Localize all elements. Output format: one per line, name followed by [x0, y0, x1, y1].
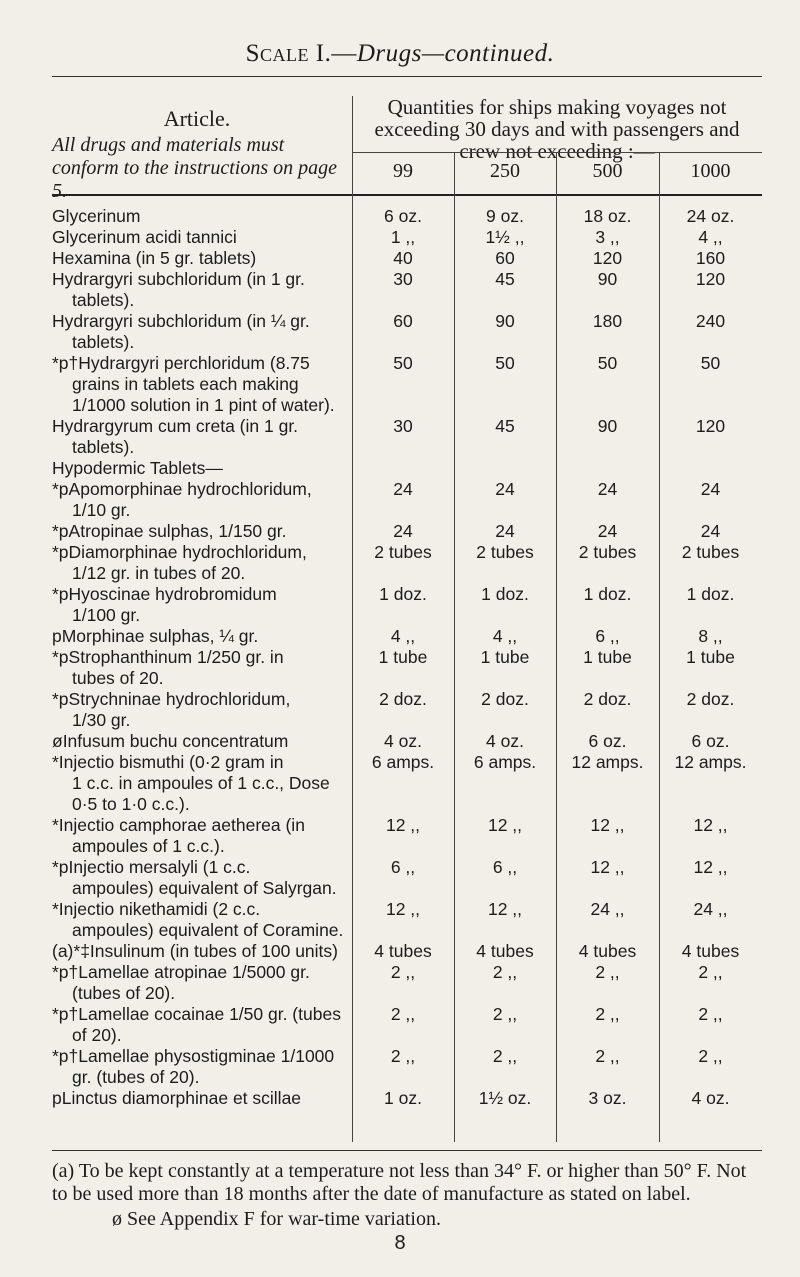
quantity-cell: 24 [597, 479, 618, 499]
table-row [52, 815, 762, 857]
quantity-cell: 1½ oz. [478, 1088, 532, 1108]
quantity-cell: 2 ,, [698, 1004, 723, 1024]
quantity-cell: 2 ,, [492, 1046, 518, 1066]
top-rule [52, 76, 762, 77]
drug-name-cell [52, 1088, 352, 1109]
table-row [52, 647, 762, 689]
quantity-cell: 4 ,, [390, 626, 416, 646]
table-row [52, 857, 762, 899]
quantity-cell [352, 458, 454, 479]
quantity-cell: 24 oz. [686, 206, 735, 226]
drug-name: Hydrargyri subchloridum (in ¼ gr. [52, 311, 310, 331]
drug-name: Hypodermic Tablets— [52, 458, 223, 478]
quantity-cell: 2 tubes [476, 542, 534, 562]
quantity-cell: 45 [495, 416, 515, 436]
quantity-cell: 24 [700, 479, 721, 499]
drug-name: *pDiamorphinae hydrochloridum, [52, 542, 307, 562]
table-row [52, 458, 762, 479]
quantity-cell: 1 doz. [379, 584, 427, 604]
drug-name-continuation: 1/100 gr. [72, 605, 141, 625]
quantity-cell: 6 ,, [390, 857, 416, 877]
quantity-cell: 24 [700, 521, 721, 541]
drug-name-cell [52, 416, 352, 458]
quantity-cell: 6 oz. [588, 731, 627, 751]
quantity-cell: 240 [695, 311, 726, 331]
drug-name: *pApomorphinae hydrochloridum, [52, 479, 312, 499]
drug-name-cell [52, 962, 352, 1004]
quantity-cell: 2 ,, [595, 1046, 620, 1066]
page-title [0, 40, 800, 68]
table-row [52, 1088, 762, 1109]
drug-name: Hydrargyri subchloridum (in 1 gr. [52, 269, 305, 289]
quantity-cell: 6 oz. [384, 206, 422, 226]
drug-name-cell [52, 1046, 352, 1088]
drug-name-cell [52, 353, 352, 416]
quantity-cell: 12 ,, [385, 815, 421, 835]
quantity-cell: 160 [695, 248, 726, 268]
drug-name-cell [52, 311, 352, 353]
drug-name: *p†Lamellae atropinae 1/5000 gr. [52, 962, 310, 982]
quantity-cell: 24 [393, 479, 413, 499]
drug-name-cell [52, 857, 352, 899]
quantity-cell: 24 [495, 521, 515, 541]
drug-name-continuation: 1/12 gr. in tubes of 20. [72, 563, 246, 583]
drug-name-cell [52, 206, 352, 227]
drug-name: *p†Hydrargyri perchloridum (8.75 [52, 353, 310, 373]
article-header [52, 90, 342, 203]
table-row [52, 1046, 762, 1088]
quantity-cell: 60 [393, 311, 413, 331]
drug-name: *Injectio nikethamidi (2 c.c. [52, 899, 261, 919]
quantity-cell: 6 ,, [595, 626, 620, 646]
quantity-cell: 3 ,, [595, 227, 620, 247]
drug-name: *pStrophanthinum 1/250 gr. in [52, 647, 284, 667]
quantity-cell: 2 ,, [492, 1004, 518, 1024]
drug-name: pLinctus diamorphinae et scillae [52, 1088, 302, 1108]
drug-name-cell [52, 458, 352, 479]
quantity-cell [454, 458, 556, 479]
drug-name-continuation: 1 c.c. in ampoules of 1 c.c., Dose 0·5 to 1·0 c.c.). [72, 773, 330, 814]
footer-rule [52, 1150, 762, 1151]
quantity-cell: 12 amps. [674, 752, 747, 772]
quantities-heading: Quantities for ships making voyages not exceeding 30 days and with passengers and crew not exceeding :— [374, 95, 740, 163]
quantity-cell: 12 ,, [590, 857, 625, 877]
title-scale: Scale I. [245, 40, 332, 67]
quantity-cell: 30 [393, 269, 413, 289]
table-row [52, 584, 762, 626]
quantity-cell: 12 ,, [693, 815, 728, 835]
drug-name-continuation: 1/30 gr. [72, 710, 131, 730]
quantity-cell: 24 [393, 521, 413, 541]
quantity-cell: 12 ,, [385, 899, 421, 919]
drug-name-continuation: tubes of 20. [72, 668, 164, 688]
drug-table [52, 206, 762, 1109]
drug-name: øInfusum buchu concentratum [52, 731, 289, 751]
quantity-cell: 50 [393, 353, 413, 373]
drug-name-cell [52, 752, 352, 815]
quantity-cell: 1 tube [480, 647, 530, 667]
quantity-cell: 30 [393, 416, 413, 436]
quantity-cell: 2 ,, [698, 962, 723, 982]
quantity-cell: 1½ ,, [485, 227, 525, 247]
footnote-b: ø See Appendix F for war-time variation. [112, 1208, 441, 1230]
title-dash: — [331, 40, 357, 67]
drug-name: Glycerinum [52, 206, 141, 226]
drug-name-continuation: grains in tablets each making 1/1000 solution in 1 pint of water). [72, 374, 335, 415]
drug-name-continuation: tablets). [72, 290, 135, 310]
col-head-250: 250 [490, 160, 520, 182]
drug-name-continuation: ampoules of 1 c.c.). [72, 836, 225, 856]
quantity-cell: 24 [495, 479, 515, 499]
drug-name-continuation: (tubes of 20). [72, 983, 176, 1003]
quantity-cell: 50 [597, 353, 618, 373]
table-row [52, 1004, 762, 1046]
table-row [52, 962, 762, 1004]
drug-name-continuation: tablets). [72, 437, 135, 457]
drug-name-cell [52, 227, 352, 248]
quantity-cell: 2 doz. [686, 689, 735, 709]
table-row [52, 353, 762, 416]
drug-name-cell [52, 584, 352, 626]
drug-name: Hydrargyrum cum creta (in 1 gr. [52, 416, 299, 436]
quantity-cell: 12 ,, [590, 815, 625, 835]
quantity-cell: 180 [592, 311, 623, 331]
quantity-cell: 6 ,, [492, 857, 518, 877]
drug-name-continuation: 1/10 gr. [72, 500, 131, 520]
drug-name: pMorphinae sulphas, ¼ gr. [52, 626, 259, 646]
col-head-99: 99 [393, 160, 413, 182]
quantity-cell: 2 ,, [390, 1046, 416, 1066]
drug-name: *pAtropinae sulphas, 1/150 gr. [52, 521, 287, 541]
quantity-cell: 2 ,, [492, 962, 518, 982]
drug-name-continuation: of 20). [72, 1025, 122, 1045]
quantity-cell: 4 oz. [384, 731, 422, 751]
drug-name-cell [52, 689, 352, 731]
quantity-cell: 40 [393, 248, 413, 268]
drug-name: *pInjectio mersalyli (1 c.c. [52, 857, 251, 877]
drug-name-cell [52, 626, 352, 647]
col-head-500: 500 [592, 160, 623, 182]
table-row [52, 521, 762, 542]
quantity-cell: 12 amps. [571, 752, 644, 772]
table-row [52, 269, 762, 311]
drug-name: *p†Lamellae cocainae 1/50 gr. (tubes [52, 1004, 341, 1024]
quantity-cell: 1 oz. [384, 1088, 422, 1108]
quantity-cell: 2 ,, [390, 962, 416, 982]
quantity-cell: 4 ,, [698, 227, 723, 247]
heading-rule [352, 152, 762, 153]
drug-name-cell [52, 647, 352, 689]
quantity-cell: 2 doz. [481, 689, 529, 709]
quantity-cell: 6 amps. [371, 752, 435, 772]
quantity-cell: 1 doz. [481, 584, 529, 604]
table-row [52, 479, 762, 521]
drug-name: *pStrychninae hydrochloridum, [52, 689, 291, 709]
drug-name-cell [52, 815, 352, 857]
quantity-cell: 2 ,, [390, 1004, 416, 1024]
quantity-cell: 8 ,, [698, 626, 723, 646]
quantity-cell: 9 oz. [486, 206, 524, 226]
quantity-cell: 12 ,, [693, 857, 728, 877]
table-row [52, 752, 762, 815]
drug-name-cell [52, 479, 352, 521]
drug-name: *pHyoscinae hydrobromidum [52, 584, 277, 604]
table-row [52, 227, 762, 248]
article-label: Article. [163, 106, 231, 131]
quantity-cell: 120 [695, 269, 726, 289]
title-drugs: Drugs—continued. [356, 40, 555, 67]
quantity-cell: 120 [592, 248, 623, 268]
quantity-cell: 4 tubes [374, 941, 432, 961]
quantity-cell: 2 ,, [698, 1046, 723, 1066]
drug-name-cell [52, 731, 352, 752]
quantity-cell: 50 [495, 353, 515, 373]
quantity-cell: 1 tube [686, 647, 735, 667]
quantity-cell: 1 doz. [686, 584, 735, 604]
quantity-cell: 4 tubes [578, 941, 637, 961]
footnote-a: (a) To be kept constantly at a temperature not less than 34° F. or higher than 50° F. Not to be used more than 18 months after the date of manufacture as stated on label. [52, 1160, 747, 1205]
drug-name-cell [52, 899, 352, 941]
drug-name-continuation: gr. (tubes of 20). [72, 1067, 200, 1087]
drug-name: Glycerinum acidi tannici [52, 227, 237, 247]
quantity-cell: 1 tube [378, 647, 428, 667]
quantity-cell: 3 oz. [588, 1088, 627, 1108]
quantity-cell: 2 tubes [374, 542, 432, 562]
drug-name-cell [52, 1004, 352, 1046]
table-row [52, 416, 762, 458]
drug-name-cell [52, 248, 352, 269]
drug-name-continuation: ampoules) equivalent of Salyrgan. [72, 878, 337, 898]
quantity-cell: 1 ,, [390, 227, 416, 247]
quantity-cell: 2 ,, [595, 962, 620, 982]
quantity-cell: 18 oz. [583, 206, 632, 226]
quantity-cell: 24 ,, [590, 899, 625, 919]
header-rule [52, 194, 762, 196]
drug-name-cell [52, 941, 352, 962]
quantity-cell: 1 doz. [583, 584, 632, 604]
table-row [52, 899, 762, 941]
table-row [52, 941, 762, 962]
drug-name-cell [52, 269, 352, 311]
quantity-cell: 4 tubes [681, 941, 740, 961]
drug-name-continuation: ampoules) equivalent of Coramine. [72, 920, 344, 940]
table-row [52, 248, 762, 269]
quantity-cell: 4 oz. [691, 1088, 730, 1108]
quantity-cell: 24 ,, [693, 899, 728, 919]
quantity-cell: 120 [695, 416, 726, 436]
page-number: 8 [394, 1232, 406, 1254]
drug-name-continuation: tablets). [72, 332, 135, 352]
quantity-cell: 4 tubes [476, 941, 534, 961]
drug-name: Hexamina (in 5 gr. tablets) [52, 248, 257, 268]
drug-name: *p†Lamellae physostigminae 1/1000 [52, 1046, 335, 1066]
quantity-cell: 90 [597, 269, 618, 289]
quantity-cell: 90 [495, 311, 515, 331]
quantity-cell: 6 amps. [473, 752, 537, 772]
quantity-cell: 6 oz. [691, 731, 730, 751]
drug-name: *Injectio bismuthi (0·2 gram in [52, 752, 284, 772]
table-row [52, 311, 762, 353]
quantity-cell [556, 458, 659, 479]
quantity-cell: 24 [597, 521, 618, 541]
quantity-cell: 2 doz. [583, 689, 632, 709]
col-head-1000: 1000 [690, 160, 731, 182]
quantity-cell: 60 [495, 248, 515, 268]
conformance-note: All drugs and materials must conform to the instructions on page 5. [52, 134, 337, 202]
quantity-cell: 4 ,, [492, 626, 518, 646]
quantity-cell: 2 ,, [595, 1004, 620, 1024]
quantity-cell: 90 [597, 416, 618, 436]
quantity-cell: 2 tubes [578, 542, 637, 562]
quantity-cell: 1 tube [583, 647, 632, 667]
quantity-cell: 2 doz. [379, 689, 427, 709]
table-row [52, 626, 762, 647]
table-row [52, 731, 762, 752]
drug-name: *Injectio camphorae aetherea (in [52, 815, 305, 835]
quantity-cell: 2 tubes [681, 542, 740, 562]
drug-name-cell [52, 521, 352, 542]
quantity-cell: 12 ,, [487, 815, 523, 835]
drug-name: (a)*‡Insulinum (in tubes of 100 units) [52, 941, 338, 961]
quantity-cell [659, 458, 762, 479]
quantity-cell: 45 [495, 269, 515, 289]
quantity-cell: 50 [700, 353, 721, 373]
table-row [52, 206, 762, 227]
table-row [52, 689, 762, 731]
quantity-cell: 12 ,, [487, 899, 523, 919]
table-row [52, 542, 762, 584]
quantity-cell: 4 oz. [486, 731, 524, 751]
drug-name-cell [52, 542, 352, 584]
